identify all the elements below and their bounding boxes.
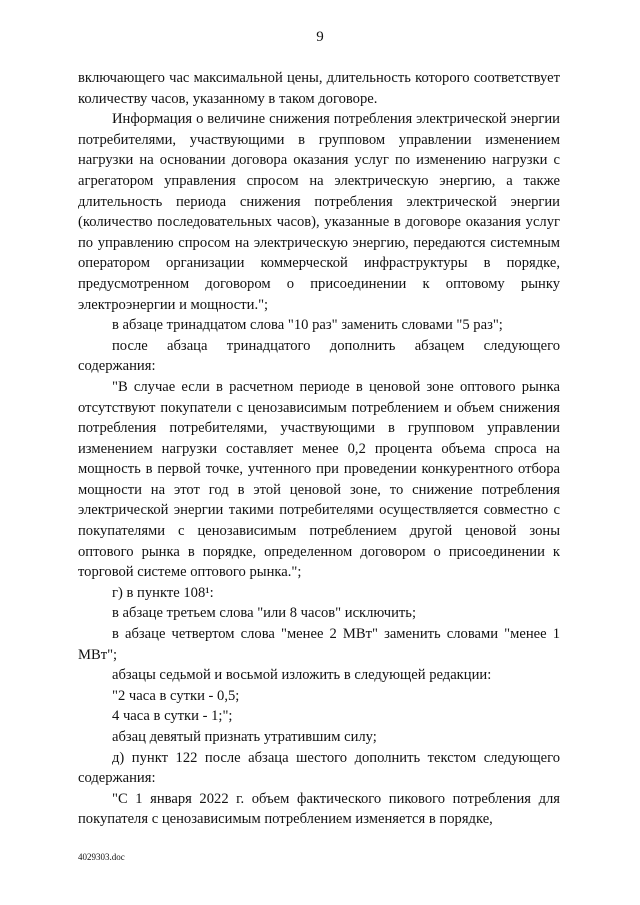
paragraph: в абзаце третьем слова "или 8 часов" исключить; (112, 605, 417, 622)
paragraph: Информация о величине снижения потребления электрической энергии потребителями, участвующими в групповом управлении изменением нагрузки на основании договора оказания услуг по изменению нагрузки с агрегатором управления спросом на электрическую энергию, а также длительность периода снижения потребления электрической энергии (количество последовательных часов), указанные в договоре оказания услуг по управлению спросом на электрическую энергию, передаются системным оператором организации коммерческой инфраструктуры в порядке, предусмотренном договором о присоединении к оптовому рынку электроэнергии и мощности."; (78, 111, 560, 313)
paragraph: в абзаце четвертом слова "менее 2 МВт" заменить словами "менее 1 МВт"; (78, 626, 560, 663)
paragraph: 4 часа в сутки - 1;"; (112, 708, 233, 725)
paragraph: "В случае если в расчетном периоде в ценовой зоне оптового рынка отсутствуют покупатели с ценозависимым потреблением и объем снижения потребления потребителями, участвующими в групповом управлении изменением нагрузки составляет менее 0,2 процента объема спроса на мощность в первой точке, учтенного при проведении конкурентного отбора мощности на этот год в этой ценовой зоне, то снижение потребления электрической энергии такими потребителями осуществляется совместно с покупателями с ценозависимым потреблением другой ценовой зоны оптового рынка в порядке, определенном договором о присоединении к торговой системе оптового рынка."; (78, 378, 560, 581)
paragraph: в абзаце тринадцатом слова "10 раз" заменить словами "5 раз"; (112, 317, 503, 334)
paragraph: д) пункт 122 после абзаца шестого дополнить текстом следующего содержания: (78, 749, 560, 787)
paragraph: "2 часа в сутки - 0,5; (112, 687, 240, 704)
paragraph: после абзаца тринадцатого дополнить абзацем следующего содержания: (78, 337, 560, 375)
paragraph: г) в пункте 108¹: (112, 584, 214, 601)
document-footer: 4029303.doc (78, 852, 125, 862)
paragraph: "С 1 января 2022 г. объем фактического пикового потребления для покупателя с ценозависимым потреблением изменяется в порядке, (78, 790, 560, 828)
paragraph: абзацы седьмой и восьмой изложить в следующей редакции: (112, 667, 492, 684)
paragraph: включающего час максимальной цены, длительность которого соответствует количеству часов, указанному в таком договоре. (78, 70, 560, 107)
page-number: 9 (316, 29, 324, 45)
paragraph: абзац девятый признать утратившим силу; (112, 729, 377, 745)
document-body (78, 68, 560, 830)
